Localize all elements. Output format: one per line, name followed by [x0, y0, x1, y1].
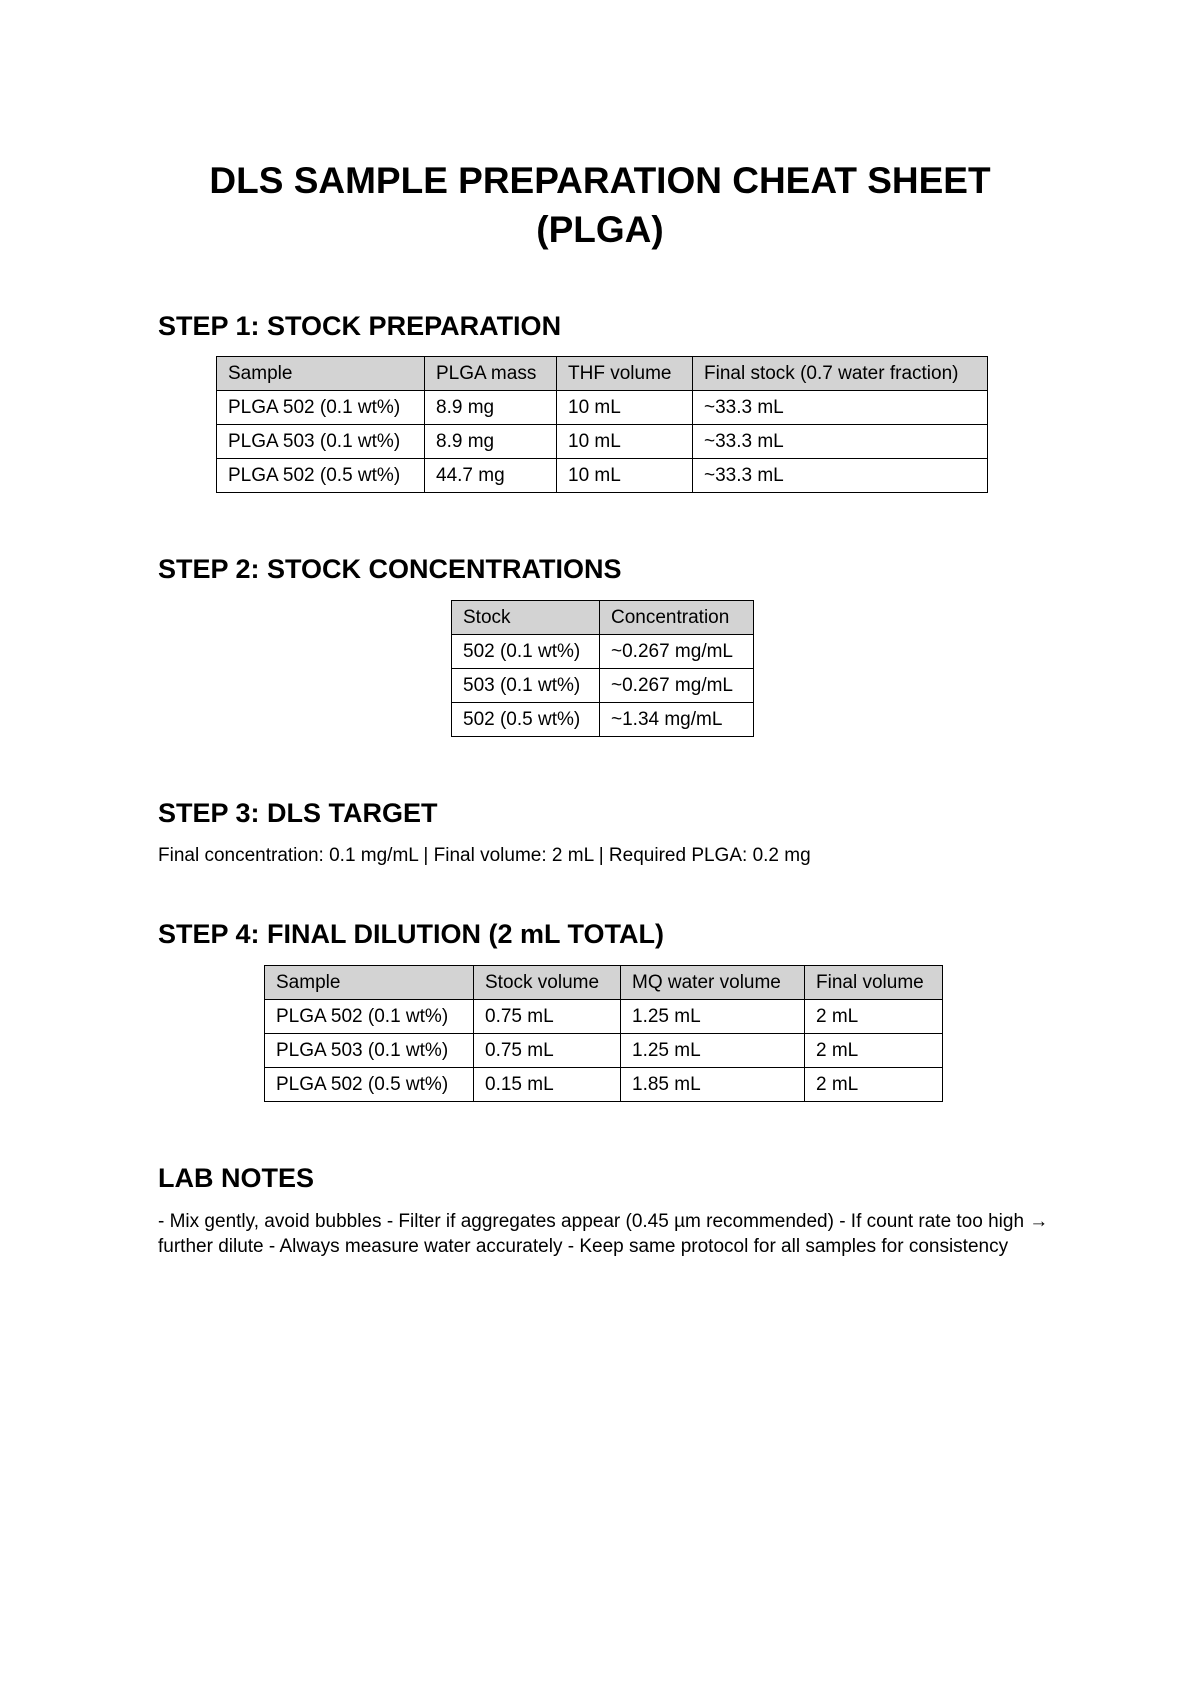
document-title-line2: (PLGA): [536, 209, 664, 250]
table-cell: 1.85 mL: [621, 1068, 805, 1102]
table-row: [217, 391, 988, 425]
table-header-row: [265, 966, 943, 1000]
dls-target-text: Final concentration: 0.1 mg/mL | Final volume: 2 mL | Required PLGA: 0.2 mg: [158, 845, 811, 866]
table-cell: 503 (0.1 wt%): [452, 669, 600, 703]
table-cell: ~33.3 mL: [693, 459, 988, 493]
table-cell: 502 (0.1 wt%): [452, 635, 600, 669]
table-cell: 1.25 mL: [621, 1034, 805, 1068]
final-dilution-table: [264, 965, 943, 1102]
table-row: [265, 1068, 943, 1102]
column-header: Sample: [265, 966, 474, 1000]
table-cell: 8.9 mg: [425, 425, 557, 459]
table-cell: 2 mL: [805, 1068, 943, 1102]
table-cell: 44.7 mg: [425, 459, 557, 493]
table-header-row: [217, 357, 988, 391]
table-row: [265, 1000, 943, 1034]
column-header: Concentration: [600, 601, 754, 635]
table-cell: 1.25 mL: [621, 1000, 805, 1034]
stock-preparation-table: [216, 356, 988, 493]
table-cell: ~1.34 mg/mL: [600, 703, 754, 737]
column-header: Final stock (0.7 water fraction): [693, 357, 988, 391]
table-cell: PLGA 503 (0.1 wt%): [265, 1034, 474, 1068]
table-cell: 0.75 mL: [474, 1000, 621, 1034]
step2-heading: STEP 2: STOCK CONCENTRATIONS: [158, 554, 622, 584]
table-cell: PLGA 502 (0.5 wt%): [265, 1068, 474, 1102]
table-cell: ~33.3 mL: [693, 391, 988, 425]
table-cell: 0.15 mL: [474, 1068, 621, 1102]
table-cell: PLGA 503 (0.1 wt%): [217, 425, 425, 459]
table-cell: PLGA 502 (0.1 wt%): [265, 1000, 474, 1034]
table-row: [217, 425, 988, 459]
table-cell: ~33.3 mL: [693, 425, 988, 459]
table-cell: 0.75 mL: [474, 1034, 621, 1068]
table-cell: ~0.267 mg/mL: [600, 669, 754, 703]
table-row: [452, 635, 754, 669]
table-cell: 2 mL: [805, 1000, 943, 1034]
table-cell: 10 mL: [557, 425, 693, 459]
document-title: [0, 156, 1200, 254]
column-header: Final volume: [805, 966, 943, 1000]
column-header: THF volume: [557, 357, 693, 391]
column-header: PLGA mass: [425, 357, 557, 391]
lab-notes-heading: LAB NOTES: [158, 1163, 315, 1193]
table-cell: PLGA 502 (0.5 wt%): [217, 459, 425, 493]
step3-heading: STEP 3: DLS TARGET: [158, 798, 438, 828]
stock-concentrations-table: [451, 600, 754, 737]
table-row: [217, 459, 988, 493]
column-header: Stock volume: [474, 966, 621, 1000]
document-title-line1: DLS SAMPLE PREPARATION CHEAT SHEET: [209, 160, 991, 201]
table-cell: 2 mL: [805, 1034, 943, 1068]
table-cell: 502 (0.5 wt%): [452, 703, 600, 737]
table-cell: 8.9 mg: [425, 391, 557, 425]
step4-heading: STEP 4: FINAL DILUTION (2 mL TOTAL): [158, 919, 665, 949]
table-row: [265, 1034, 943, 1068]
column-header: MQ water volume: [621, 966, 805, 1000]
table-row: [452, 669, 754, 703]
lab-notes-text: - Mix gently, avoid bubbles - Filter if aggregates appear (0.45 µm recommended) - If count rate too high → further dilute - Always measure water accurately - Keep same protocol for all samples for consistency: [158, 1211, 1049, 1257]
table-cell: 10 mL: [557, 391, 693, 425]
table-cell: PLGA 502 (0.1 wt%): [217, 391, 425, 425]
table-cell: 10 mL: [557, 459, 693, 493]
column-header: Sample: [217, 357, 425, 391]
column-header: Stock: [452, 601, 600, 635]
table-row: [452, 703, 754, 737]
step1-heading: STEP 1: STOCK PREPARATION: [158, 311, 562, 341]
table-cell: ~0.267 mg/mL: [600, 635, 754, 669]
table-header-row: [452, 601, 754, 635]
